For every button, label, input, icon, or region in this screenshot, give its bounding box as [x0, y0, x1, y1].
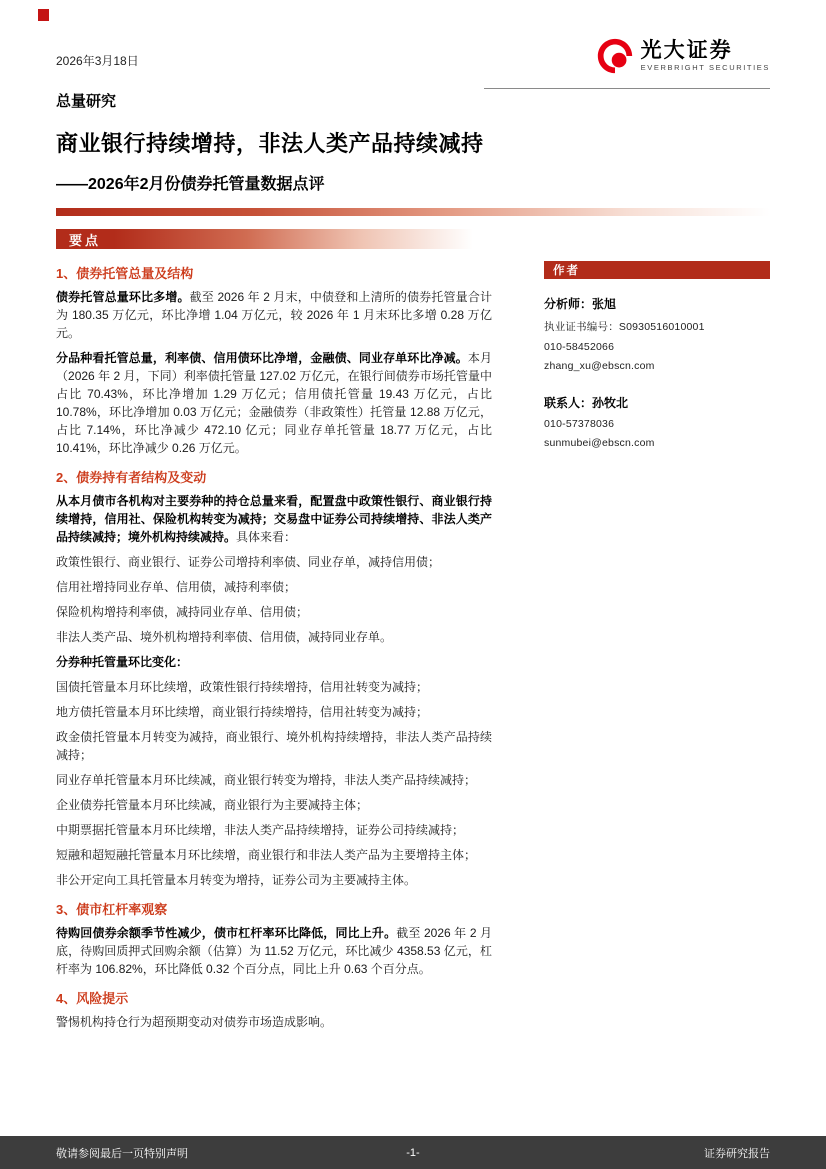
analyst-name: 分析师：张旭 — [544, 297, 617, 311]
author-sidebar — [544, 261, 770, 449]
paragraph-text: 截至 2026 年 2 月底，待购回质押式回购余额（估算）为 11.52 万亿元，环比减少 4358.53 亿元，杠杆率为 106.82%，环比降低 0.32 个百分点，同比上升 0.63 个百分点。 — [56, 926, 492, 976]
contact-name: 联系人：孙牧北 — [544, 396, 629, 410]
body-paragraph — [56, 492, 492, 546]
footer-disclaimer: 敬请参阅最后一页特别声明 — [56, 1147, 188, 1160]
brand — [597, 38, 770, 74]
sub-heading: 分券种托管量环比变化： — [56, 655, 189, 669]
body-paragraph — [56, 288, 492, 342]
body-paragraph — [56, 349, 492, 457]
body-paragraph — [56, 1013, 492, 1031]
analyst-cert-number: 执业证书编号：S0930516010001 — [544, 321, 705, 333]
report-date: 2026年3月18日 — [56, 54, 139, 68]
report-category: 总量研究 — [56, 93, 117, 110]
corner-print-mark — [38, 9, 49, 21]
paragraph-text: 警惕机构持仓行为超预期变动对债券市场造成影响。 — [56, 1015, 333, 1029]
paragraph-text: 具体来看： — [236, 530, 297, 544]
main-column — [56, 229, 492, 1038]
header-divider — [484, 88, 770, 89]
section-heading: 4、风险提示 — [56, 991, 129, 1006]
bond-item: 地方债托管量本月环比续增，商业银行持续增持，信用社转变为减持； — [56, 705, 429, 719]
section-heading: 2、债券持有者结构及变动 — [56, 470, 207, 485]
page-number: -1- — [406, 1146, 420, 1159]
bond-item: 企业债券托管量本月环比续减，商业银行为主要减持主体； — [56, 798, 369, 812]
paragraph-lead: 分品种看托管总量，利率债、信用债环比净增，金融债、同业存单环比净减。 — [56, 351, 468, 365]
bond-item: 中期票据托管量本月环比续增，非法人类产品持续增持，证券公司持续减持； — [56, 823, 465, 837]
bond-item: 非公开定向工具托管量本月转变为增持，证券公司为主要减持主体。 — [56, 873, 417, 887]
paragraph-lead: 债券托管总量环比多增。 — [56, 290, 190, 304]
holder-item: 非法人类产品、境外机构增持利率债、信用债，减持同业存单。 — [56, 630, 393, 644]
keypoints-badge: 要点 — [56, 229, 114, 249]
analyst-phone: 010-58452066 — [544, 341, 615, 353]
section-heading: 1、债券托管总量及结构 — [56, 266, 194, 281]
holder-item: 保险机构增持利率债，减持同业存单、信用债； — [56, 605, 309, 619]
bond-item: 同业存单托管量本月环比续减，商业银行转变为增持，非法人类产品持续减持； — [56, 773, 477, 787]
page-footer — [0, 1136, 826, 1169]
footer-report-type: 证券研究报告 — [704, 1147, 770, 1160]
brand-name-cn: 光大证券 — [640, 39, 733, 63]
keypoints-gradient-line — [114, 229, 492, 249]
paragraph-lead: 待购回债券余额季节性减少，债市杠杆率环比降低，同比上升。 — [56, 926, 397, 940]
report-subtitle: ——2026年2月份债券托管量数据点评 — [56, 176, 325, 193]
holder-item: 信用社增持同业存单、信用债，减持利率债； — [56, 580, 297, 594]
holder-item: 政策性银行、商业银行、证券公司增持利率债、同业存单，减持信用债； — [56, 555, 441, 569]
paragraph-lead: 从本月债市各机构对主要券种的持仓总量来看，配置盘中政策性银行、商业银行持续增持，信用社、保险机构转变为减持；交易盘中证券公司持续增持、非法人类产品持续减持；境外机构持续减持。 — [56, 494, 492, 544]
paragraph-text: 截至 2026 年 2 月末，中债登和上清所的债券托管量合计为 180.35 万亿元，环比净增 1.04 万亿元，较 2026 年 1 月末环比多增 0.28 万亿元。 — [56, 290, 492, 340]
brand-name-en: EVERBRIGHT SECURITIES — [640, 63, 770, 73]
contact-phone: 010-57378036 — [544, 418, 615, 430]
section-risk — [56, 988, 492, 1031]
contact-email: sunmubei@ebscn.com — [544, 437, 655, 449]
bond-item: 国债托管量本月环比续增，政策性银行持续增持，信用社转变为减持； — [56, 680, 429, 694]
brand-text — [641, 39, 770, 72]
author-label: 作者 — [544, 261, 770, 279]
analyst-email: zhang_xu@ebscn.com — [544, 360, 655, 372]
report-title: 商业银行持续增持，非法人类产品持续减持 — [56, 131, 484, 156]
section-holder-structure — [56, 467, 492, 889]
content-columns — [0, 229, 826, 1038]
bond-item: 短融和超短融托管量本月环比续增，商业银行和非法人类产品为主要增持主体； — [56, 848, 477, 862]
paragraph-text: 本月（2026 年 2 月，下同）利率债托管量 127.02 万亿元，在银行间债券市场托管量中占比 70.43%，环比净增加 1.29 万亿元；信用债托管量 19.43 万亿元，占比 10.78%，环比净增加 0.03 万亿元；金融债券（非政策性）托管量 12.88 万亿元，占比 7.14%，环比净减少 472.10 亿元；同业存单托管量 18.77 万亿元，占比 10.41%，环比净减少 0.26 万亿元。 — [56, 351, 492, 455]
section-custody-total — [56, 263, 492, 457]
title-divider — [56, 208, 770, 216]
keypoints-row — [56, 229, 492, 249]
bond-item: 政金债托管量本月转变为减持，商业银行、境外机构持续增持，非法人类产品持续减持； — [56, 730, 492, 762]
section-leverage — [56, 899, 492, 978]
section-heading: 3、债市杠杆率观察 — [56, 902, 168, 917]
everbright-logo-icon — [597, 38, 633, 74]
body-paragraph — [56, 924, 492, 978]
report-header — [0, 0, 826, 74]
